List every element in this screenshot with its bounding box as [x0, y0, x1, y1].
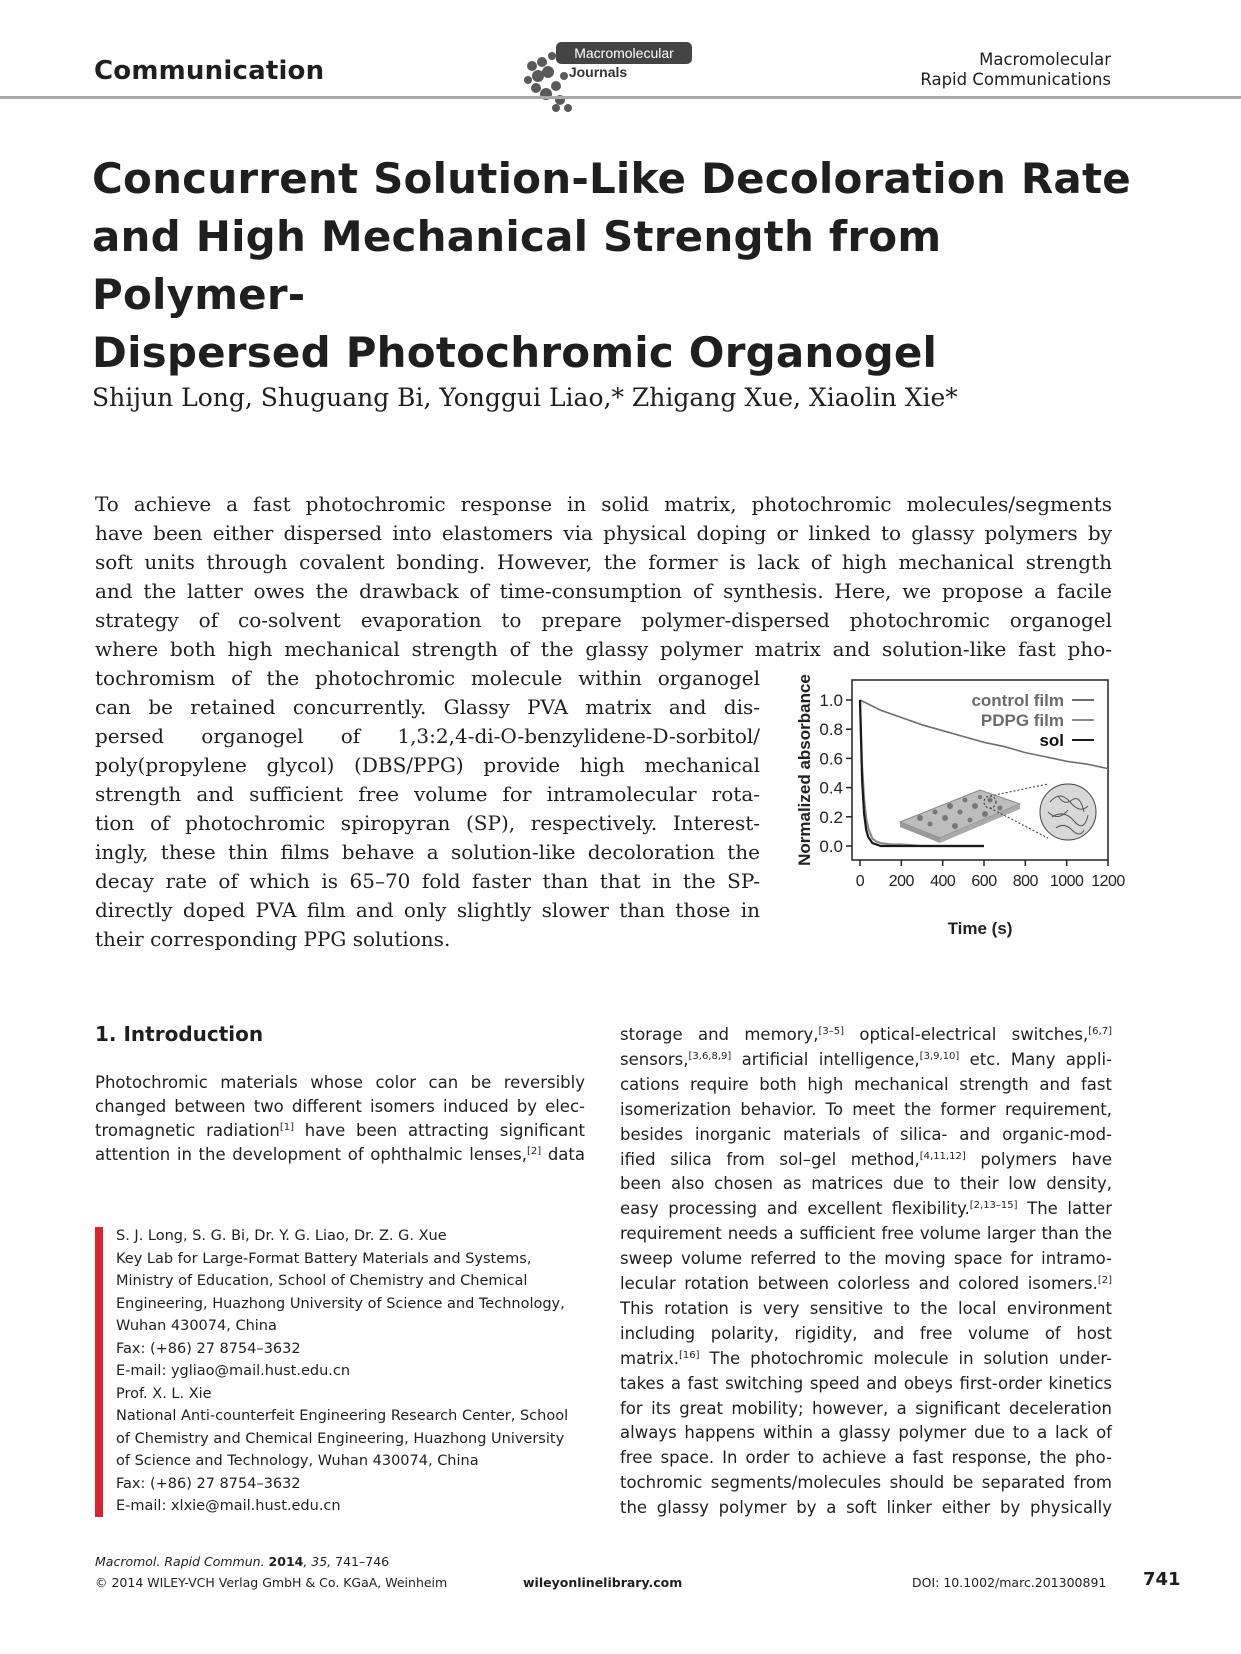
- abstract-line: their corresponding PPG solutions.: [95, 927, 451, 951]
- abstract-line: soft units through covalent bonding. However, the former is lack of high mechanical strength: [95, 550, 1112, 574]
- body-text-line: changed between two different isomers induced by elec-: [95, 1097, 585, 1116]
- y-tick-label: 0.6: [819, 749, 843, 769]
- copyright: © 2014 WILEY-VCH Verlag GmbH & Co. KGaA, Weinheim: [95, 1575, 448, 1590]
- abstract-line: tochromism of the photochromic molecule within organogel: [95, 666, 760, 690]
- x-tick-label: 400: [930, 873, 956, 890]
- affiliation-line: Engineering, Huazhong University of Science and Technology,: [116, 1295, 565, 1312]
- x-axis-label: Time (s): [947, 919, 1013, 938]
- citation-volume: 35: [311, 1554, 328, 1569]
- title-line: Concurrent Solution-Like Decoloration Rate: [92, 154, 1131, 203]
- body-text-line: been also chosen as matrices due to their low density,: [620, 1174, 1112, 1194]
- body-text-line: free space. In order to achieve a fast response, the pho-: [620, 1448, 1112, 1468]
- journal-name-line2: Rapid Communications: [920, 70, 1111, 89]
- body-text-line: storage and memory,[3–5] optical-electrical switches,[6,7]: [620, 1025, 1112, 1044]
- x-tick-label: 1000: [1049, 873, 1084, 890]
- body-text-line: including polarity, rigidity, and free volume of host: [620, 1323, 1112, 1343]
- body-text-line: takes a fast switching speed and obeys first-order kinetics: [620, 1373, 1112, 1393]
- legend-label: sol: [1039, 731, 1064, 750]
- abstract-line: tion of photochromic spiropyran (SP), respectively. Interest-: [95, 811, 760, 835]
- citation-ref[interactable]: [2]: [527, 1146, 542, 1157]
- abstract-line: directly doped PVA film and only slightly slower than those in: [95, 898, 760, 922]
- affiliation-line: Wuhan 430074, China: [116, 1318, 277, 1334]
- doi[interactable]: DOI: 10.1002/marc.201300891: [912, 1575, 1107, 1590]
- journal-abbrev: Macromol. Rapid Commun.: [95, 1554, 265, 1569]
- body-text-line: matrix.[16] The photochromic molecule in solution under-: [620, 1348, 1112, 1368]
- body-text-line: sensors,[3,6,8,9] artificial intelligence,[3,9,10] etc. Many appli-: [620, 1049, 1112, 1069]
- citation-ref[interactable]: [1]: [279, 1122, 294, 1133]
- legend-label: control film: [971, 691, 1064, 710]
- citation-ref[interactable]: [3,6,8,9]: [688, 1050, 732, 1062]
- citation-ref[interactable]: [3,9,10]: [919, 1050, 960, 1062]
- affiliation-line: S. J. Long, S. G. Bi, Dr. Y. G. Liao, Dr. Z. G. Xue: [116, 1228, 447, 1244]
- citation-ref[interactable]: [3–5]: [818, 1026, 845, 1037]
- paper-title: [92, 150, 1152, 382]
- body-text-line: for its great mobility; however, a significant deceleration: [620, 1398, 1112, 1418]
- citation-ref[interactable]: [16]: [679, 1349, 700, 1361]
- abstract-line: strategy of co-solvent evaporation to prepare polymer-dispersed photochromic organogel: [95, 608, 1112, 632]
- journal-logo: [520, 36, 700, 116]
- logo-text-line1: Macromolecular: [574, 45, 674, 61]
- x-tick-label: 800: [1012, 873, 1038, 890]
- body-text-line: lecular rotation between colorless and colored isomers.[2]: [620, 1274, 1112, 1293]
- section-label: Communication: [94, 56, 325, 86]
- affiliation-line: E-mail: xlxie@mail.hust.edu.cn: [116, 1498, 341, 1514]
- page-number: 741: [1143, 1569, 1181, 1590]
- decay-chart: [780, 672, 1125, 944]
- body-text-line: ified silica from sol–gel method,[4,11,12] polymers have: [620, 1149, 1112, 1169]
- body-text-line: always happens within a glassy polymer due to a lack of: [620, 1423, 1112, 1443]
- logo-text-line2: Journals: [568, 64, 628, 80]
- body-text-line: requirement needs a sufficient free volume larger than the: [620, 1224, 1112, 1244]
- y-tick-label: 0.8: [819, 720, 843, 740]
- affiliation-line: Key Lab for Large-Format Battery Materials and Systems,: [116, 1250, 532, 1267]
- y-tick-label: 0.0: [819, 837, 843, 856]
- journal-name-line1: Macromolecular: [979, 50, 1111, 69]
- y-tick-label: 0.4: [819, 778, 843, 798]
- abstract-line: To achieve a fast photochromic response in solid matrix, photochromic molecules/segments: [95, 492, 1112, 516]
- abstract-line: decay rate of which is 65–70 fold faster than that in the SP-: [95, 869, 760, 893]
- section-heading: 1. Introduction: [95, 1022, 264, 1046]
- abstract-line: can be retained concurrently. Glassy PVA matrix and dis-: [95, 695, 760, 719]
- body-text-line: Photochromic materials whose color can be reversibly: [95, 1073, 585, 1092]
- affiliation-line: Fax: (+86) 27 8754–3632: [116, 1340, 301, 1357]
- abstract-line: and the latter owes the drawback of time-consumption of synthesis. Here, we propose a facile: [95, 579, 1112, 603]
- abstract-line: ingly, these thin films behave a solution-like decoloration the: [95, 840, 760, 864]
- affiliation-line: National Anti-counterfeit Engineering Research Center, School: [116, 1408, 569, 1424]
- affiliation-line: of Science and Technology, Wuhan 430074, China: [116, 1453, 479, 1469]
- y-tick-label: 0.2: [819, 807, 843, 827]
- affiliation-accent-bar: [95, 1227, 103, 1517]
- body-text-line: tromagnetic radiation[1] have been attracting significant: [95, 1121, 585, 1140]
- x-tick-label: 0: [855, 873, 865, 890]
- author-list: Shijun Long, Shuguang Bi, Yonggui Liao,* Zhigang Xue, Xiaolin Xie*: [92, 383, 958, 412]
- abstract-line: have been either dispersed into elastomers via physical doping or linked to glassy polymers by: [95, 521, 1112, 545]
- citation-pages: 741–746: [335, 1554, 390, 1569]
- y-axis-label: Normalized absorbance: [795, 674, 814, 866]
- x-tick-label: 600: [971, 873, 997, 890]
- body-text-line: the glassy polymer by a soft linker either by physically: [620, 1498, 1112, 1518]
- affiliation-block: [116, 1225, 568, 1518]
- abstract-line: where both high mechanical strength of the glassy polymer matrix and solution-like fast pho-: [95, 637, 1112, 661]
- y-tick-label: 1.0: [819, 691, 843, 710]
- abstract-line: poly(propylene glycol) (DBS/PPG) provide high mechanical: [95, 753, 760, 777]
- body-text-line: besides inorganic materials of silica- and organic-mod-: [620, 1124, 1112, 1144]
- affiliation-line: Fax: (+86) 27 8754–3632: [116, 1475, 301, 1492]
- body-text-line: easy processing and excellent flexibility.[2,13–15] The latter: [620, 1199, 1112, 1219]
- abstract-line: persed organogel of 1,3:2,4-di-O-benzylidene-D-sorbitol/: [95, 724, 760, 748]
- affiliation-line: Ministry of Education, School of Chemistry and Chemical: [116, 1273, 528, 1289]
- citation-year: 2014: [268, 1554, 304, 1569]
- body-text-line: sweep volume referred to the moving space for intramo-: [620, 1249, 1112, 1269]
- abstract-line: strength and sufficient free volume for intramolecular rota-: [95, 782, 760, 806]
- x-tick-label: 200: [888, 873, 914, 890]
- citation-ref[interactable]: [2]: [1097, 1275, 1112, 1286]
- body-text-line: This rotation is very sensitive to the local environment: [620, 1298, 1112, 1318]
- body-text-line: cations require both high mechanical strength and fast: [620, 1074, 1112, 1094]
- x-tick-label: 1200: [1091, 873, 1125, 890]
- body-text-line: tochromic segments/molecules should be separated from: [620, 1473, 1112, 1493]
- title-line: Dispersed Photochromic Organogel: [92, 328, 938, 377]
- journal-name: [920, 50, 1111, 90]
- body-text-line: attention in the development of ophthalmic lenses,[2] data: [95, 1145, 585, 1164]
- title-line: and High Mechanical Strength from Polymer-: [92, 212, 942, 319]
- body-text-line: isomerization behavior. To meet the former requirement,: [620, 1099, 1112, 1119]
- affiliation-line: E-mail: ygliao@mail.hust.edu.cn: [116, 1363, 351, 1379]
- citation: Macromol. Rapid Commun. 2014, 35, 741–746: [95, 1554, 390, 1569]
- header-rule: [0, 96, 1241, 99]
- legend-label: PDPG film: [980, 711, 1064, 730]
- citation-ref[interactable]: [4,11,12]: [919, 1150, 966, 1162]
- citation-ref[interactable]: [2,13–15]: [969, 1200, 1018, 1212]
- citation-ref[interactable]: [6,7]: [1088, 1026, 1112, 1037]
- affiliation-line: of Chemistry and Chemical Engineering, Huazhong University: [116, 1430, 565, 1447]
- website-link[interactable]: wileyonlinelibrary.com: [523, 1575, 683, 1590]
- affiliation-line: Prof. X. L. Xie: [116, 1385, 212, 1402]
